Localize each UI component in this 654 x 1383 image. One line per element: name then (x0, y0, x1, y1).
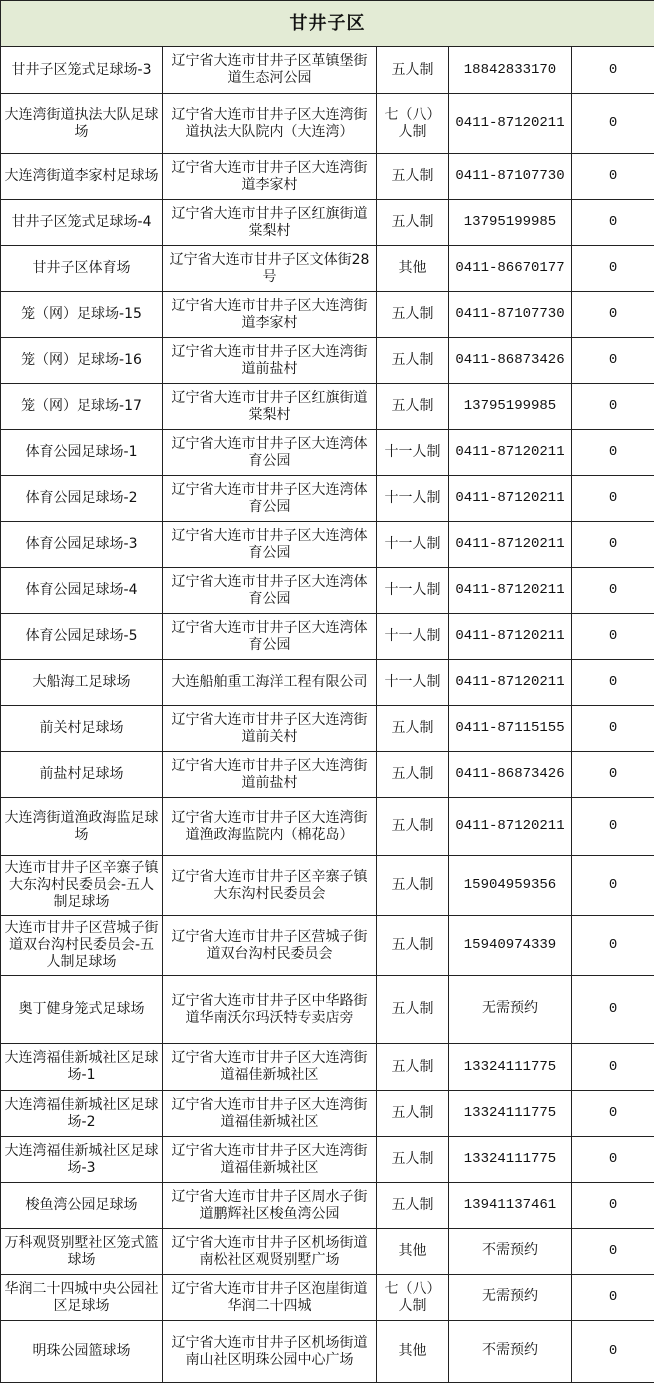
table-row (1, 1275, 654, 1321)
venue-name: 体育公园足球场-1 (1, 430, 163, 476)
venue-count: 0 (572, 916, 654, 976)
venue-phone: 0411-86873426 (449, 752, 572, 798)
venue-type: 五人制 (377, 154, 449, 200)
venue-phone: 无需预约 (449, 1275, 572, 1321)
venue-address: 辽宁省大连市甘井子区周水子街道鹏辉社区梭鱼湾公园 (163, 1183, 377, 1229)
venue-name: 华润二十四城中央公园社区足球场 (1, 1275, 163, 1321)
venue-address: 辽宁省大连市甘井子区大连湾体育公园 (163, 430, 377, 476)
venue-type: 五人制 (377, 1091, 449, 1137)
venue-type: 五人制 (377, 384, 449, 430)
venue-phone: 15940974339 (449, 916, 572, 976)
venue-address: 辽宁省大连市甘井子区大连湾街道李家村 (163, 292, 377, 338)
venue-type: 五人制 (377, 916, 449, 976)
venue-name: 甘井子区笼式足球场-3 (1, 47, 163, 94)
venue-name: 体育公园足球场-2 (1, 476, 163, 522)
table-row (1, 430, 654, 476)
venue-address: 辽宁省大连市甘井子区大连湾街道李家村 (163, 154, 377, 200)
venue-name: 万科观贤别墅社区笼式篮球场 (1, 1229, 163, 1275)
venue-address: 辽宁省大连市甘井子区辛寨子镇大东沟村民委员会 (163, 856, 377, 916)
venue-address: 辽宁省大连市甘井子区大连湾街道福佳新城社区 (163, 1137, 377, 1183)
venue-type: 十一人制 (377, 522, 449, 568)
venue-type: 其他 (377, 1229, 449, 1275)
venue-address: 辽宁省大连市甘井子区大连湾街道渔政海监院内（棉花岛） (163, 798, 377, 856)
venue-type: 十一人制 (377, 660, 449, 706)
venue-phone: 不需预约 (449, 1321, 572, 1383)
venue-count: 0 (572, 200, 654, 246)
venue-phone: 0411-87120211 (449, 798, 572, 856)
table-row (1, 246, 654, 292)
venue-name: 体育公园足球场-4 (1, 568, 163, 614)
table-row (1, 292, 654, 338)
venue-type: 五人制 (377, 752, 449, 798)
venue-type: 五人制 (377, 856, 449, 916)
venue-phone: 0411-87120211 (449, 522, 572, 568)
venue-name: 甘井子区笼式足球场-4 (1, 200, 163, 246)
table-row (1, 976, 654, 1044)
venue-count: 0 (572, 430, 654, 476)
venue-name: 笼（网）足球场-17 (1, 384, 163, 430)
venue-phone: 0411-86670177 (449, 246, 572, 292)
venue-count: 0 (572, 246, 654, 292)
venue-address: 辽宁省大连市甘井子区革镇堡街道生态河公园 (163, 47, 377, 94)
venue-phone: 0411-87120211 (449, 476, 572, 522)
venue-address: 辽宁省大连市甘井子区泡崖街道华润二十四城 (163, 1275, 377, 1321)
table-row (1, 856, 654, 916)
venue-type: 五人制 (377, 1137, 449, 1183)
table-row (1, 154, 654, 200)
table-row (1, 614, 654, 660)
venue-name: 大连湾街道执法大队足球场 (1, 94, 163, 154)
table-row (1, 522, 654, 568)
venue-phone: 13324111775 (449, 1044, 572, 1091)
venue-phone: 13941137461 (449, 1183, 572, 1229)
venue-name: 大连湾街道渔政海监足球场 (1, 798, 163, 856)
venue-name: 甘井子区体育场 (1, 246, 163, 292)
venue-name: 笼（网）足球场-16 (1, 338, 163, 384)
venue-address: 辽宁省大连市甘井子区大连湾街道福佳新城社区 (163, 1044, 377, 1091)
venue-address: 辽宁省大连市甘井子区大连湾体育公园 (163, 476, 377, 522)
venue-type: 五人制 (377, 706, 449, 752)
table-row (1, 47, 654, 94)
venue-type: 其他 (377, 246, 449, 292)
venue-name: 大连湾福佳新城社区足球场-1 (1, 1044, 163, 1091)
venue-name: 体育公园足球场-3 (1, 522, 163, 568)
venue-name: 奥丁健身笼式足球场 (1, 976, 163, 1044)
venue-phone: 0411-87107730 (449, 292, 572, 338)
venue-name: 大连湾福佳新城社区足球场-3 (1, 1137, 163, 1183)
venue-name: 大连湾街道李家村足球场 (1, 154, 163, 200)
table-row (1, 752, 654, 798)
venue-count: 0 (572, 1321, 654, 1383)
venue-type: 七（八）人制 (377, 94, 449, 154)
venue-address: 辽宁省大连市甘井子区大连湾街道执法大队院内（大连湾） (163, 94, 377, 154)
venue-count: 0 (572, 1275, 654, 1321)
venue-phone: 0411-87107730 (449, 154, 572, 200)
venue-name: 大船海工足球场 (1, 660, 163, 706)
venue-count: 0 (572, 1183, 654, 1229)
venue-type: 五人制 (377, 338, 449, 384)
venue-phone: 0411-87120211 (449, 430, 572, 476)
venue-name: 前盐村足球场 (1, 752, 163, 798)
venue-name: 大连市甘井子区营城子街道双台沟村民委员会-五人制足球场 (1, 916, 163, 976)
table-row (1, 1229, 654, 1275)
venue-address: 辽宁省大连市甘井子区大连湾街道福佳新城社区 (163, 1091, 377, 1137)
venue-phone: 0411-87120211 (449, 94, 572, 154)
venue-type: 十一人制 (377, 568, 449, 614)
venue-phone: 0411-87120211 (449, 614, 572, 660)
venue-address: 辽宁省大连市甘井子区大连湾街道前盐村 (163, 338, 377, 384)
venue-address: 辽宁省大连市甘井子区大连湾街道前盐村 (163, 752, 377, 798)
venue-count: 0 (572, 154, 654, 200)
venue-address: 辽宁省大连市甘井子区大连湾体育公园 (163, 522, 377, 568)
venue-count: 0 (572, 798, 654, 856)
venue-count: 0 (572, 856, 654, 916)
venue-type: 五人制 (377, 798, 449, 856)
venue-count: 0 (572, 752, 654, 798)
venue-count: 0 (572, 384, 654, 430)
table-row (1, 1321, 654, 1383)
venue-count: 0 (572, 1137, 654, 1183)
venue-name: 明珠公园篮球场 (1, 1321, 163, 1383)
venue-count: 0 (572, 47, 654, 94)
table-row (1, 916, 654, 976)
venue-address: 辽宁省大连市甘井子区营城子街道双台沟村民委员会 (163, 916, 377, 976)
venue-type: 五人制 (377, 1044, 449, 1091)
venue-phone: 18842833170 (449, 47, 572, 94)
venue-name: 前关村足球场 (1, 706, 163, 752)
table-row (1, 1044, 654, 1091)
venue-address: 辽宁省大连市甘井子区红旗街道棠梨村 (163, 384, 377, 430)
venue-count: 0 (572, 976, 654, 1044)
venue-type: 十一人制 (377, 476, 449, 522)
venue-type: 七（八）人制 (377, 1275, 449, 1321)
venue-address: 辽宁省大连市甘井子区机场街道南山社区明珠公园中心广场 (163, 1321, 377, 1383)
venue-address: 辽宁省大连市甘井子区红旗街道棠梨村 (163, 200, 377, 246)
venue-phone: 0411-87120211 (449, 660, 572, 706)
table-row (1, 706, 654, 752)
venue-type: 五人制 (377, 976, 449, 1044)
venue-address: 辽宁省大连市甘井子区中华路街道华南沃尔玛沃特专卖店旁 (163, 976, 377, 1044)
venue-name: 笼（网）足球场-15 (1, 292, 163, 338)
venue-phone: 0411-86873426 (449, 338, 572, 384)
venue-type: 十一人制 (377, 430, 449, 476)
venue-count: 0 (572, 660, 654, 706)
venue-phone: 0411-87115155 (449, 706, 572, 752)
venue-type: 五人制 (377, 47, 449, 94)
venue-address: 大连船舶重工海洋工程有限公司 (163, 660, 377, 706)
venue-type: 五人制 (377, 200, 449, 246)
venue-count: 0 (572, 476, 654, 522)
table-row (1, 1183, 654, 1229)
table-row (1, 200, 654, 246)
venue-address: 辽宁省大连市甘井子区大连湾体育公园 (163, 568, 377, 614)
venue-count: 0 (572, 1091, 654, 1137)
venue-phone: 13795199985 (449, 200, 572, 246)
venue-phone: 无需预约 (449, 976, 572, 1044)
venue-address: 辽宁省大连市甘井子区大连湾体育公园 (163, 614, 377, 660)
venue-type: 五人制 (377, 1183, 449, 1229)
venue-address: 辽宁省大连市甘井子区文体街28号 (163, 246, 377, 292)
table-row (1, 660, 654, 706)
table-row (1, 568, 654, 614)
venue-address: 辽宁省大连市甘井子区机场街道南松社区观贤别墅广场 (163, 1229, 377, 1275)
venue-phone: 13324111775 (449, 1137, 572, 1183)
venue-count: 0 (572, 706, 654, 752)
venue-name: 大连市甘井子区辛寨子镇大东沟村民委员会-五人制足球场 (1, 856, 163, 916)
table-row (1, 338, 654, 384)
venue-count: 0 (572, 338, 654, 384)
venue-count: 0 (572, 94, 654, 154)
venue-type: 其他 (377, 1321, 449, 1383)
venue-name: 梭鱼湾公园足球场 (1, 1183, 163, 1229)
venue-count: 0 (572, 522, 654, 568)
venue-count: 0 (572, 1229, 654, 1275)
table-row (1, 798, 654, 856)
venue-phone: 13795199985 (449, 384, 572, 430)
venue-name: 大连湾福佳新城社区足球场-2 (1, 1091, 163, 1137)
table-row (1, 1137, 654, 1183)
title-row (1, 1, 654, 47)
venue-type: 五人制 (377, 292, 449, 338)
venue-phone: 0411-87120211 (449, 568, 572, 614)
venue-count: 0 (572, 614, 654, 660)
venue-count: 0 (572, 292, 654, 338)
venue-phone: 不需预约 (449, 1229, 572, 1275)
table-row (1, 94, 654, 154)
venue-type: 十一人制 (377, 614, 449, 660)
table-row (1, 1091, 654, 1137)
district-title: 甘井子区 (1, 1, 654, 47)
venue-count: 0 (572, 568, 654, 614)
venue-name: 体育公园足球场-5 (1, 614, 163, 660)
venue-phone: 15904959356 (449, 856, 572, 916)
table-row (1, 384, 654, 430)
venue-count: 0 (572, 1044, 654, 1091)
venue-address: 辽宁省大连市甘井子区大连湾街道前关村 (163, 706, 377, 752)
table-row (1, 476, 654, 522)
venue-phone: 13324111775 (449, 1091, 572, 1137)
